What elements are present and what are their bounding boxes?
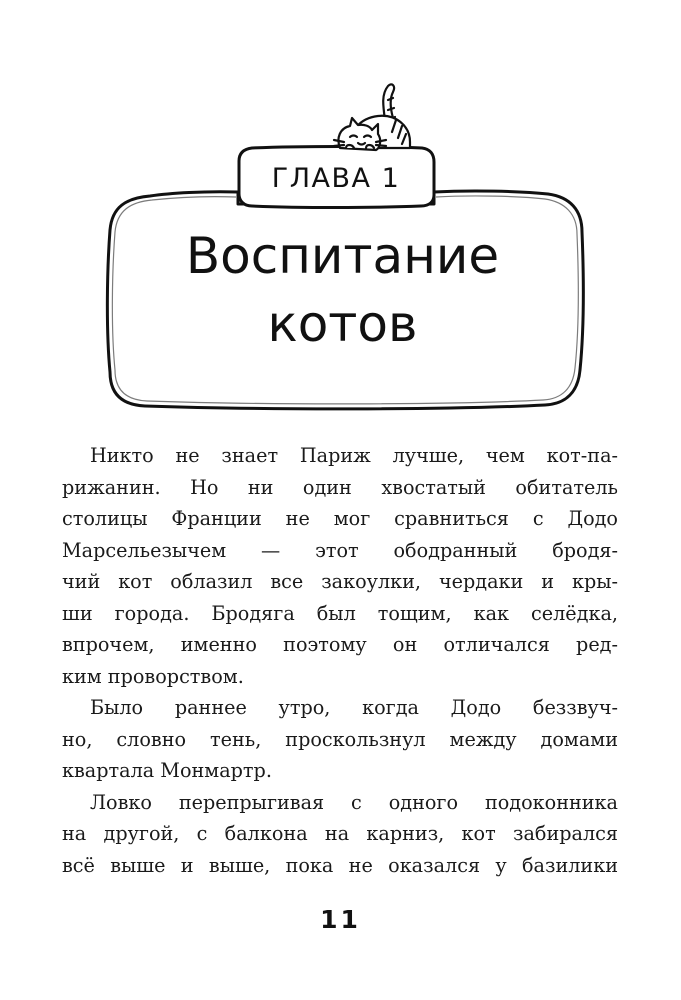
paragraph xyxy=(62,692,618,787)
chapter-header-art xyxy=(0,0,681,430)
text-line: ким проворством. xyxy=(62,664,244,688)
text-line: рижанин. Но ни один хвостатый обитатель xyxy=(62,475,618,499)
chapter-title xyxy=(110,222,575,358)
page-number: 11 xyxy=(320,905,361,934)
cat-illustration xyxy=(334,84,410,150)
text-line: столицы Франции не мог сравниться с Додо xyxy=(62,507,618,530)
text-line: всё выше и выше, пока не оказался у базилики xyxy=(62,853,618,877)
paragraph xyxy=(62,440,618,692)
text-line: квартала Монмартр. xyxy=(62,759,272,782)
chapter-title-line: котов xyxy=(267,295,418,353)
text-line: на другой, с балкона на карниз, кот забирался xyxy=(62,822,618,845)
text-line: чий кот облазил все закоулки, чердаки и кры- xyxy=(62,570,618,593)
text-line: Ловко перепрыгивая с одного подоконника xyxy=(90,790,618,814)
text-line: Марсельезычем — этот ободранный бродя- xyxy=(62,538,618,562)
chapter-title-line: Воспитание xyxy=(185,227,500,285)
paragraph xyxy=(62,787,618,882)
text-line: Никто не знает Париж лучше, чем кот-па- xyxy=(90,444,618,467)
text-line: ши города. Бродяга был тощим, как селёдка, xyxy=(62,601,618,625)
text-line: впрочем, именно поэтому он отличался ред- xyxy=(62,633,618,656)
text-line: Было раннее утро, когда Додо беззвуч- xyxy=(90,696,618,719)
chapter-label: ГЛАВА 1 xyxy=(271,162,401,194)
text-line: но, словно тень, проскользнул между домами xyxy=(62,727,618,751)
body-text xyxy=(62,440,618,881)
